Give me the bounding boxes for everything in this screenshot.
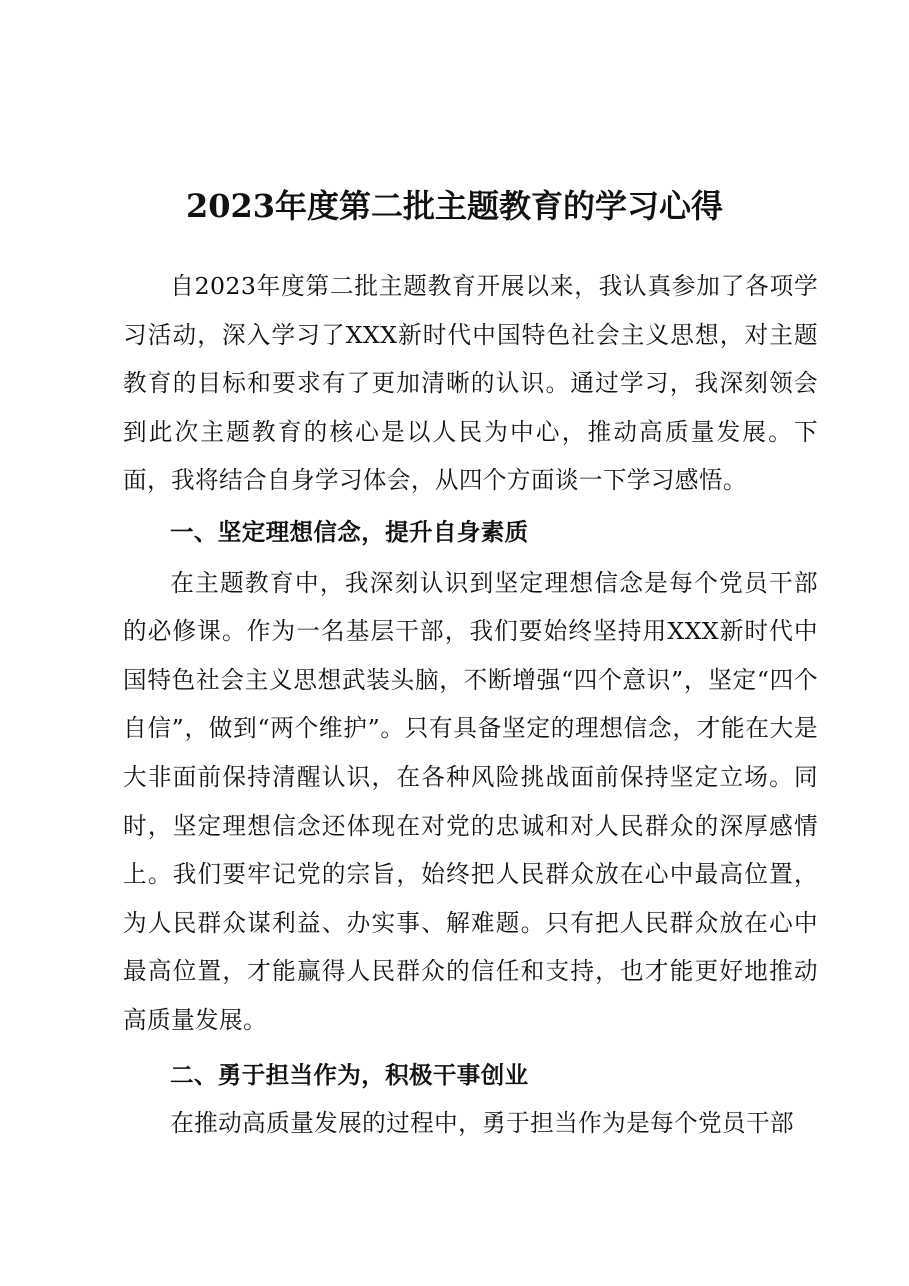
intro-paragraph: 自2023年度第二批主题教育开展以来，我认真参加了各项学习活动，深入学习了XXX新时代中国特色社会主义思想，对主题教育的目标和要求有了更加清晰的认识。通过学习，我深刻领会到此次主题教育的核心是以人民为中心，推动高质量发展。下面，我将结合自身学习体会，从四个方面谈一下学习感悟。: [123, 272, 818, 495]
section-heading-1: 一、坚定理想信念，提升自身素质: [170, 517, 529, 546]
section-2-paragraph: 在推动高质量发展的过程中，勇于担当作为是每个党员干部: [170, 1109, 795, 1138]
document-body: [123, 262, 818, 1148]
section-heading-2: 二、勇于担当作为，积极干事创业: [170, 1060, 529, 1089]
section-1-paragraph: 在主题教育中，我深刻认识到坚定理想信念是每个党员干部的必修课。作为一名基层干部，我们要始终坚持用XXX新时代中国特色社会主义思想武装头脑，不断增强“四个意识”，坚定“四个自信”，做到“两个维护”。只有具备坚定的理想信念，才能在大是大非面前保持清醒认识，在各种风险挑战面前保持坚定立场。同时，坚定理想信念还体现在对党的忠诚和对人民群众的深厚感情上。我们要牢记党的宗旨，始终把人民群众放在心中最高位置，为人民群众谋利益、办实事、解难题。只有把人民群众放在心中最高位置，才能赢得人民群众的信任和支持，也才能更好地推动高质量发展。: [123, 568, 818, 1034]
document-title: 2023年度第二批主题教育的学习心得: [185, 187, 724, 225]
